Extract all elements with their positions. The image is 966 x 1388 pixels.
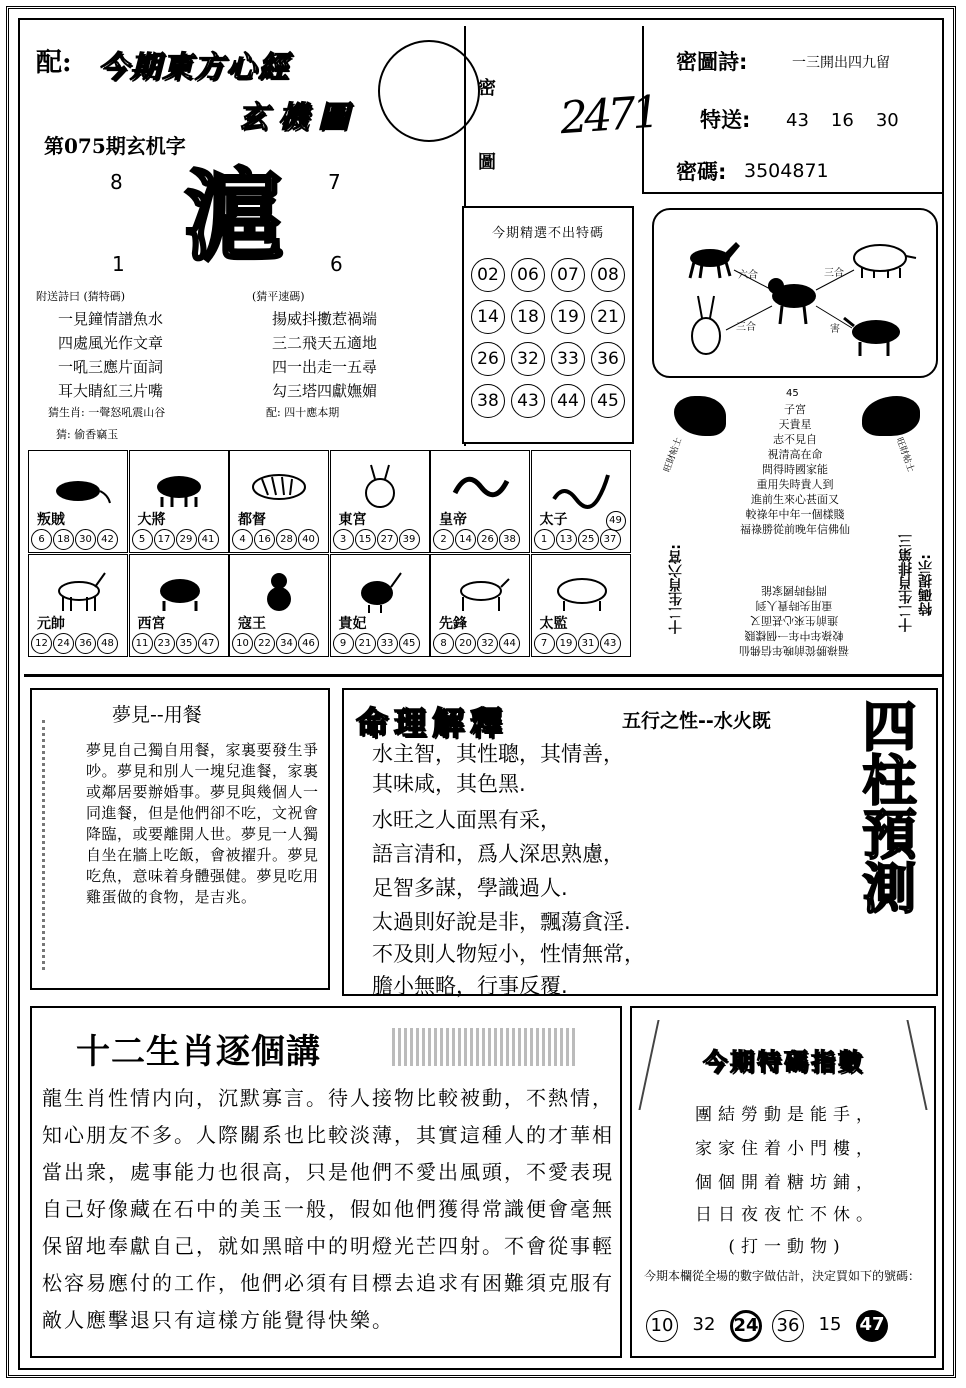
zodiac-talk-title: 十二生肖逐個講	[76, 1032, 321, 1072]
zodiac-number: 3	[333, 529, 354, 550]
zodiac-numbers	[31, 633, 118, 654]
not-out-number: 44	[551, 384, 585, 418]
tip-line: 視清高在命	[767, 448, 823, 461]
zodiac-cell	[129, 450, 229, 553]
mingli-line: 膽小無略，行事反覆.	[372, 974, 568, 998]
zodiac-title: 叛賊	[37, 512, 65, 528]
tip-panel	[650, 384, 940, 674]
zodiac-title: 元帥	[37, 616, 65, 632]
zodiac-number: 38	[499, 529, 520, 550]
snake-icon	[548, 463, 614, 509]
zodiac-number: 44	[499, 633, 520, 654]
zodiac-title: 先鋒	[439, 616, 467, 632]
code-label: 密碼:	[676, 160, 727, 184]
index-line: 個個開着糖坊鋪，	[695, 1173, 879, 1193]
zodiac-number: 27	[377, 529, 398, 550]
not-out-number: 33	[551, 342, 585, 376]
zodiac-cell	[430, 554, 530, 657]
index-line: 家家住着小門樓，	[695, 1139, 879, 1159]
horse-icon	[45, 567, 111, 613]
tip-line: 較祿年中年一個樣賤	[745, 508, 845, 521]
not-out-number: 26	[471, 342, 505, 376]
zodiac-number: 7	[534, 633, 555, 654]
zodiac-number: 48	[97, 633, 118, 654]
zodiac-number: 26	[477, 529, 498, 550]
zodiac-number: 40	[298, 529, 319, 550]
tip-vertical-left: 十二生肖六宮:	[668, 544, 684, 634]
tip-line: 問得時國家能	[762, 463, 828, 476]
zodiac-number: 36	[75, 633, 96, 654]
zodiac-title: 西宮	[137, 616, 166, 632]
not-out-number: 45	[591, 384, 625, 418]
zodiac-extra-number: 49	[606, 511, 626, 531]
zodiac-number: 20	[455, 633, 476, 654]
monkey-icon	[246, 567, 312, 613]
tip-line: 重用失時貴人到	[755, 599, 833, 612]
special-value: 16	[830, 110, 854, 131]
tip-line: 問得時國家能	[761, 584, 827, 597]
tip-line: 進前生來心甚面又	[751, 493, 839, 506]
zodiac-number: 35	[176, 633, 197, 654]
zodiac-number: 12	[31, 633, 52, 654]
not-out-number: 32	[511, 342, 545, 376]
poem-line: 四處風光作文章	[58, 334, 164, 352]
corner-num-tr: 7	[328, 170, 341, 194]
zodiac-title: 大將	[137, 512, 166, 528]
not-out-number: 36	[591, 342, 625, 376]
not-out-number: 07	[551, 258, 585, 292]
zodiac-number: 46	[298, 633, 319, 654]
mingli-line: 太過則好說是非，飄蕩貪淫.	[372, 910, 631, 934]
pig-icon	[854, 245, 916, 278]
tip-vertical-right2: 特碼提示:	[918, 554, 934, 616]
rooster-icon	[347, 567, 413, 613]
special-value: 43	[786, 110, 809, 131]
not-out-number: 06	[511, 258, 545, 292]
zodiac-number: 1	[534, 529, 555, 550]
index-line: (打一動物)	[728, 1237, 846, 1257]
index-number: 24	[730, 1310, 762, 1342]
zodiac-cell	[129, 554, 229, 657]
note-right: 配: 四十應本期	[266, 406, 340, 419]
special-values	[786, 110, 899, 131]
zodiac-number: 13	[556, 529, 577, 550]
mingli-line: 水主智，其性聰，其情善，	[372, 742, 624, 766]
zodiac-numbers	[534, 633, 621, 654]
mystery-section	[26, 26, 464, 446]
zodiac-number: 17	[154, 529, 175, 550]
index-title: 今期特碼指數	[703, 1048, 865, 1076]
zodiac-numbers	[232, 529, 319, 550]
tip-line: 進前生來心甚面又	[750, 614, 838, 627]
zodiac-title: 東宮	[338, 512, 367, 528]
relation-label: 三合	[824, 268, 844, 279]
mingli-line: 語言清和，爲人深思熟慮，	[372, 842, 624, 866]
index-note: 今期本欄從全場的數字做估計，決定買如下的號碼：	[644, 1269, 921, 1283]
dream-title: 夢見--用餐	[112, 704, 202, 726]
zodiac-title: 寇王	[238, 616, 266, 632]
zodiac-number: 34	[276, 633, 297, 654]
divider	[644, 192, 944, 194]
zodiac-numbers	[31, 529, 118, 550]
dog-icon	[768, 278, 816, 324]
zodiac-number: 24	[53, 633, 74, 654]
not-out-box	[462, 206, 634, 444]
zodiac-cell	[531, 450, 631, 553]
poem-line: 揚威抖擻惹禍端	[272, 310, 378, 328]
zodiac-number: 9	[333, 633, 354, 654]
tip-line: 較祿年中年一個樣賤	[744, 629, 844, 642]
secret-vertical-1: 密	[478, 78, 496, 99]
zodiac-numbers	[333, 529, 420, 550]
index-number: 36	[772, 1310, 804, 1342]
index-number: 47	[856, 1310, 888, 1342]
tiger-icon	[246, 463, 312, 509]
zodiac-number: 28	[276, 529, 297, 550]
zodiac-number: 5	[132, 529, 153, 550]
zodiac-number: 15	[355, 529, 376, 550]
zodiac-number: 10	[232, 633, 253, 654]
zodiac-title: 都督	[238, 512, 266, 528]
zodiac-numbers	[232, 633, 319, 654]
index-number: 32	[692, 1314, 716, 1335]
zodiac-number: 32	[477, 633, 498, 654]
zodiac-number: 25	[578, 529, 599, 550]
tip-line: 天貴星	[778, 418, 812, 431]
zodiac-number: 16	[254, 529, 275, 550]
special-label: 特送:	[700, 108, 751, 132]
tip-line: 福祿勝從前晚年信佛仙	[740, 523, 850, 536]
zodiac-number: 37	[600, 529, 621, 550]
secret-poem-value: 一三開出四九留	[792, 55, 890, 71]
zodiac-number: 30	[75, 529, 96, 550]
index-numbers	[646, 1310, 926, 1342]
zodiac-cell	[531, 554, 631, 657]
zodiac-numbers	[433, 633, 520, 654]
relation-label: 三合	[736, 322, 756, 333]
not-out-number: 02	[471, 258, 505, 292]
zodiac-number: 14	[455, 529, 476, 550]
mingli-title: 命理解釋	[356, 704, 509, 742]
relations-box	[652, 208, 938, 378]
not-out-number: 14	[471, 300, 505, 334]
poem-line: 四一出走一五尋	[272, 358, 378, 376]
not-out-number: 21	[591, 300, 625, 334]
relation-label: 害	[830, 324, 840, 335]
poem-line: 一吼三應片面詞	[58, 358, 164, 376]
poem-heading-left: 附送詩曰 (猜特碼)	[36, 290, 126, 303]
horse-icon	[690, 242, 740, 278]
dragon-icon	[447, 463, 513, 509]
poem-line: 一見鐘情譜魚水	[58, 310, 164, 328]
zodiac-number: 31	[578, 633, 599, 654]
not-out-grid	[468, 254, 636, 422]
title-main: 今期東方心經	[98, 50, 290, 85]
mingli-line: 不及則人物短小，性情無常，	[372, 942, 645, 966]
zodiac-number: 33	[377, 633, 398, 654]
zodiac-title: 太監	[539, 616, 568, 632]
zodiac-number: 4	[232, 529, 253, 550]
tip-lines	[680, 402, 910, 537]
poem-line: 勾三塔四獻嫵媚	[272, 382, 378, 400]
guess-line-1: 猜生肖: 一聲怒吼震山谷	[48, 406, 166, 419]
zodiac-number: 42	[97, 529, 118, 550]
guess-line-2: 猜: 偷香竊玉	[56, 428, 119, 441]
zodiac-number: 45	[399, 633, 420, 654]
mingli-line: 水旺之人面黑有采，	[372, 808, 561, 832]
goat-icon	[146, 567, 212, 613]
zodiac-numbers	[534, 529, 621, 550]
rabbit-icon	[692, 296, 720, 354]
tip-lines-rotated	[704, 538, 884, 658]
dog-icon	[447, 567, 513, 613]
ox-icon	[844, 318, 900, 356]
zodiac-number: 23	[154, 633, 175, 654]
corner-num-bl: 1	[112, 252, 125, 276]
index-line: 日日夜夜忙不休。	[695, 1205, 879, 1225]
divider	[24, 674, 942, 677]
zodiac-number: 43	[600, 633, 621, 654]
dream-text: 夢見自己獨自用餐，家裏要發生爭吵。夢見和別人一塊兒進餐，家裏或鄰居要辦婚事。夢見與幾個人一同進餐，但是他們卻不吃，文祝會降臨，或要離開人世。夢見一人獨自坐在牆上吃飯，會被擢升。夢見吃魚，意味着身體强健。夢見吃用雞蛋做的食物，是吉兆。	[86, 741, 319, 906]
mingli-subtitle: 五行之性--水火既	[622, 710, 771, 732]
zodiac-numbers	[333, 633, 420, 654]
zodiac-talk-text: 龍生肖性情内向，沉默寡言。待人接物比較被動，不熱情，知心朋友不多。人際關系也比較淡薄，其實這種人的才華相當出衆，處事能力也很高，只是他們不愛出風頭，不愛表現自己好像藏在石中的美玉一般，假如他們獲得常識便會毫無保留地奉獻自己，就如黑暗中的明燈光芒四射。不會從事輕松容易應付的工作，他們必須有目標去追求有困難須克服有敵人應擊退只有這樣方能覺得快樂。	[42, 1086, 614, 1332]
noise-pattern	[392, 1028, 576, 1066]
mingli-line: 其味咸，其色黑.	[372, 772, 526, 796]
issue-label: 第075期玄机字	[44, 134, 186, 158]
index-number: 15	[818, 1314, 842, 1335]
zodiac-number: 2	[433, 529, 454, 550]
poem-line: 三二飛天五適地	[272, 334, 378, 352]
zodiac-cell	[330, 554, 430, 657]
poem-heading-right: (猜平速碼)	[252, 290, 305, 303]
zodiac-grid	[28, 450, 632, 660]
zodiac-number: 8	[433, 633, 454, 654]
zodiac-numbers	[433, 529, 520, 550]
not-out-number: 38	[471, 384, 505, 418]
zodiac-number: 22	[254, 633, 275, 654]
zodiac-number: 19	[556, 633, 577, 654]
code-value: 3504871	[744, 160, 829, 182]
title-sub: 玄機圖	[238, 100, 358, 135]
not-out-number: 19	[551, 300, 585, 334]
zodiac-title: 太子	[539, 512, 568, 528]
tip-side-right: 旺財帖士	[893, 436, 916, 474]
secret-vertical-2: 圖	[478, 152, 496, 173]
ox-icon	[146, 463, 212, 509]
not-out-number: 18	[511, 300, 545, 334]
zodiac-cell	[229, 450, 329, 553]
mystery-char: 滬	[184, 158, 280, 275]
zodiac-number: 6	[31, 529, 52, 550]
not-out-number: 08	[591, 258, 625, 292]
not-out-title: 今期精選不出特碼	[491, 226, 604, 241]
zodiac-number: 47	[198, 633, 219, 654]
mingli-side-title: 四柱預測	[854, 698, 917, 914]
pig-icon	[548, 567, 614, 613]
tip-line: 重用失時貴人到	[756, 478, 834, 491]
zodiac-title: 皇帝	[439, 512, 467, 528]
index-line: 團結勞動是能手，	[695, 1105, 879, 1125]
rabbit-icon	[347, 463, 413, 509]
zodiac-cell	[330, 450, 430, 553]
tip-line: 福祿勝從前晚年信佛仙	[739, 644, 849, 657]
zodiac-cell	[28, 554, 128, 657]
decoration-icon	[42, 720, 85, 970]
zodiac-number: 41	[198, 529, 219, 550]
zodiac-number: 11	[132, 633, 153, 654]
zodiac-number: 29	[176, 529, 197, 550]
tip-vertical-right: 十二生肖排第三	[898, 534, 914, 632]
zodiac-cell	[229, 554, 329, 657]
mingli-line: 足智多謀，學識過人.	[372, 876, 568, 900]
index-number: 10	[646, 1310, 678, 1342]
zodiac-numbers	[132, 529, 219, 550]
tip-line: 子宮	[784, 403, 806, 416]
tip-number: 45	[786, 388, 799, 399]
relations-diagram	[654, 210, 936, 376]
zodiac-cell	[28, 450, 128, 553]
zodiac-number: 18	[53, 529, 74, 550]
relation-label: 六合	[738, 270, 758, 281]
rat-icon	[45, 463, 111, 509]
zodiac-number: 21	[355, 633, 376, 654]
pei-label: 配:	[36, 48, 72, 78]
zodiac-title: 貴妃	[338, 616, 367, 632]
tip-line: 志不見自	[773, 433, 817, 446]
special-value: 30	[875, 110, 899, 131]
secret-poem-label: 密圖詩:	[676, 50, 748, 74]
handwritten-number: 2471	[558, 86, 658, 145]
not-out-number: 43	[511, 384, 545, 418]
corner-num-br: 6	[330, 252, 343, 276]
zodiac-numbers	[132, 633, 219, 654]
zodiac-number: 39	[399, 529, 420, 550]
corner-num-tl: 8	[110, 170, 123, 194]
tip-side-left: 旺財帖士	[662, 436, 685, 474]
zodiac-cell	[430, 450, 530, 553]
poem-line: 耳大睛紅三片嘴	[58, 382, 164, 400]
